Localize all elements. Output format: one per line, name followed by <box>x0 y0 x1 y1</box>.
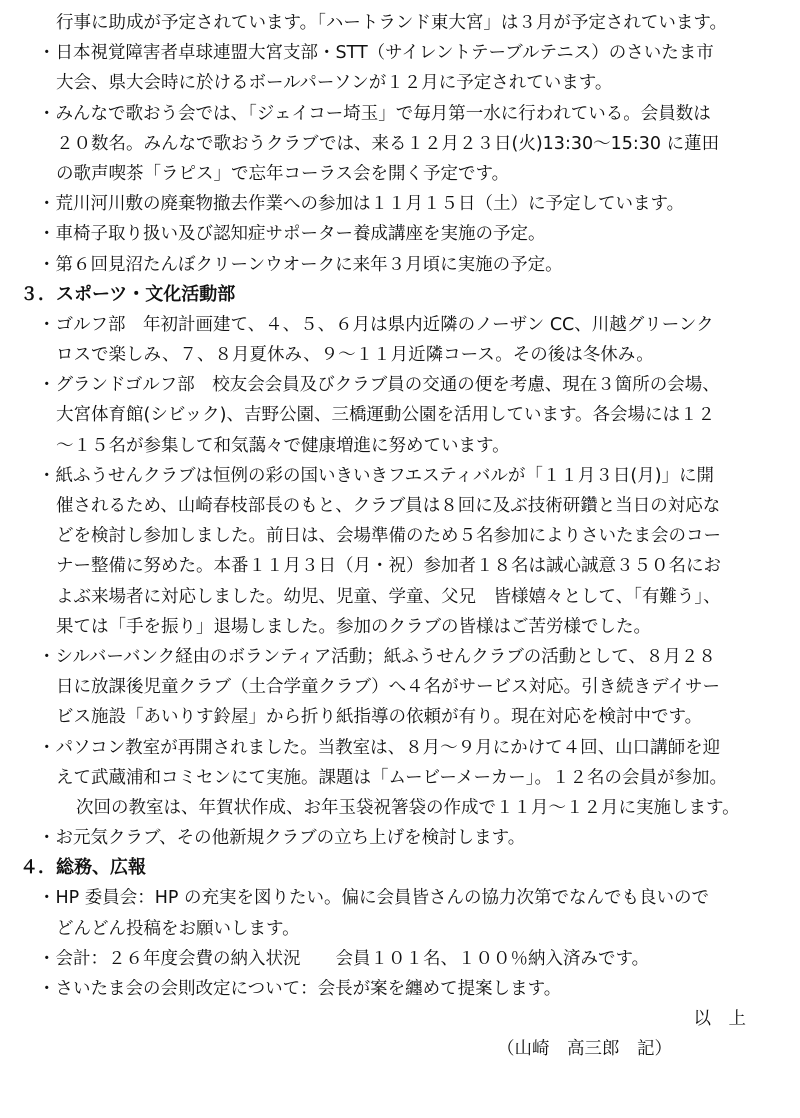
text-line: 行事に助成が予定されています。「ハートランド東大宮」は３月が予定されています。 <box>56 13 727 33</box>
bullet-line: ・さいたま会の会則改定について：会長が案を纏めて提案します。 <box>38 979 562 999</box>
bullet-line: ・シルバーバンク経由のボランティア活動；紙ふうせんクラブの活動として、８月２８ <box>38 646 716 667</box>
text-line: 大会、県大会時に於けるボールパーソンが１２月に予定されています。 <box>56 73 613 94</box>
text-line: よぶ来場者に対応しました。幼児、児童、学童、父兄 皆様嬉々として、「有難う」、 <box>56 586 721 607</box>
text-line: 次回の教室は、年賀状作成、お年玉袋祝箸袋の作成で１１月〜１２月に実施します。 <box>76 797 740 818</box>
bullet-line: ・荒川河川敷の廃棄物撤去作業への参加は１１月１５日（土）に予定しています。 <box>38 194 685 215</box>
text-line: の歌声喫茶「ラピス」で忘年コーラス会を開く予定です。 <box>56 163 510 184</box>
text-line: ロスで楽しみ、７、８月夏休み、９〜１１月近隣コース。その後は冬休み。 <box>56 345 654 366</box>
bullet-line: ・HP 委員会：HP の充実を図りたい。偏に会員皆さんの協力次第でなんでも良いので <box>38 888 710 909</box>
bullet-line: ・会計：２６年度会費の納入状況 会員１０１名、１００％納入済みです。 <box>38 948 650 969</box>
text-line: ナー整備に努めた。本番１１月３日（月・祝）参加者１８名は誠心誠意３５０名にお <box>56 556 721 577</box>
bullet-line: ・第６回見沼たんぼクリーンウオークに来年３月頃に実施の予定。 <box>38 254 563 275</box>
closing-text: 以 上 <box>693 1009 746 1030</box>
text-line: 大宮体育館(シビック)、吉野公園、三橋運動公園を活用しています。各会場には１２ <box>56 405 716 426</box>
text-line: えて武蔵浦和コミセンにて実施。課題は「ムービーメーカー」。１２名の会員が参加。 <box>56 767 727 788</box>
author-signature: （山崎 高三郎 記） <box>497 1039 672 1060</box>
text-line: 日に放課後児童クラブ（土合学童クラブ）へ４名がサービス対応。引き続きデイサー <box>56 677 720 698</box>
text-line: 果ては「手を振り」退場しました。参加のクラブの皆様はご苦労様でした。 <box>56 616 651 637</box>
bullet-line: ・パソコン教室が再開されました。当教室は、８月〜９月にかけて４回、山口講師を迎 <box>38 737 721 758</box>
bullet-line: ・紙ふうせんクラブは恒例の彩の国いきいきフエスティバルが「１１月３日(月)」に開 <box>38 465 715 486</box>
section-heading: ３．スポーツ・文化活動部 <box>20 283 236 305</box>
text-line: 催されるため、山崎春枝部長のもと、クラブ員は８回に及ぶ技術研鑽と当日の対応な <box>56 496 721 516</box>
bullet-line: ・お元気クラブ、その他新規クラブの立ち上げを検討します。 <box>38 828 526 849</box>
bullet-line: ・日本視覚障害者卓球連盟大宮支部・STT（サイレントテーブルテニス）のさいたま市 <box>38 43 714 64</box>
text-line: ビス施設「あいりす鈴屋」から折り紙指導の依頼が有り。現在対応を検討中です。 <box>56 707 703 728</box>
bullet-line: ・ゴルフ部 年初計画建て、４、５、６月は県内近隣のノーザン CC、川越グリーンク <box>38 314 714 335</box>
text-line: どんどん投稿をお願いします。 <box>56 918 300 939</box>
bullet-line: ・車椅子取り扱い及び認知症サポーター養成講座を実施の予定。 <box>38 224 546 245</box>
text-line: どを検討し参加しました。前日は、会場準備のため５名参加によりさいたま会のコー <box>56 526 721 547</box>
text-line: 〜１５名が参集して和気藹々で健康増進に努めています。 <box>56 435 510 456</box>
bullet-line: ・みんなで歌おう会では、「ジェイコー埼玉」で毎月第一水に行われている。会員数は <box>38 103 711 124</box>
section-heading: ４．総務、広報 <box>20 857 146 879</box>
bullet-line: ・グランドゴルフ部 校友会会員及びクラブ員の交通の便を考慮、現在３箇所の会場、 <box>38 375 720 396</box>
text-line: ２０数名。みんなで歌おうクラブでは、来る１２月２３日(火)13:30〜15:30 に蓮田 <box>56 133 720 154</box>
